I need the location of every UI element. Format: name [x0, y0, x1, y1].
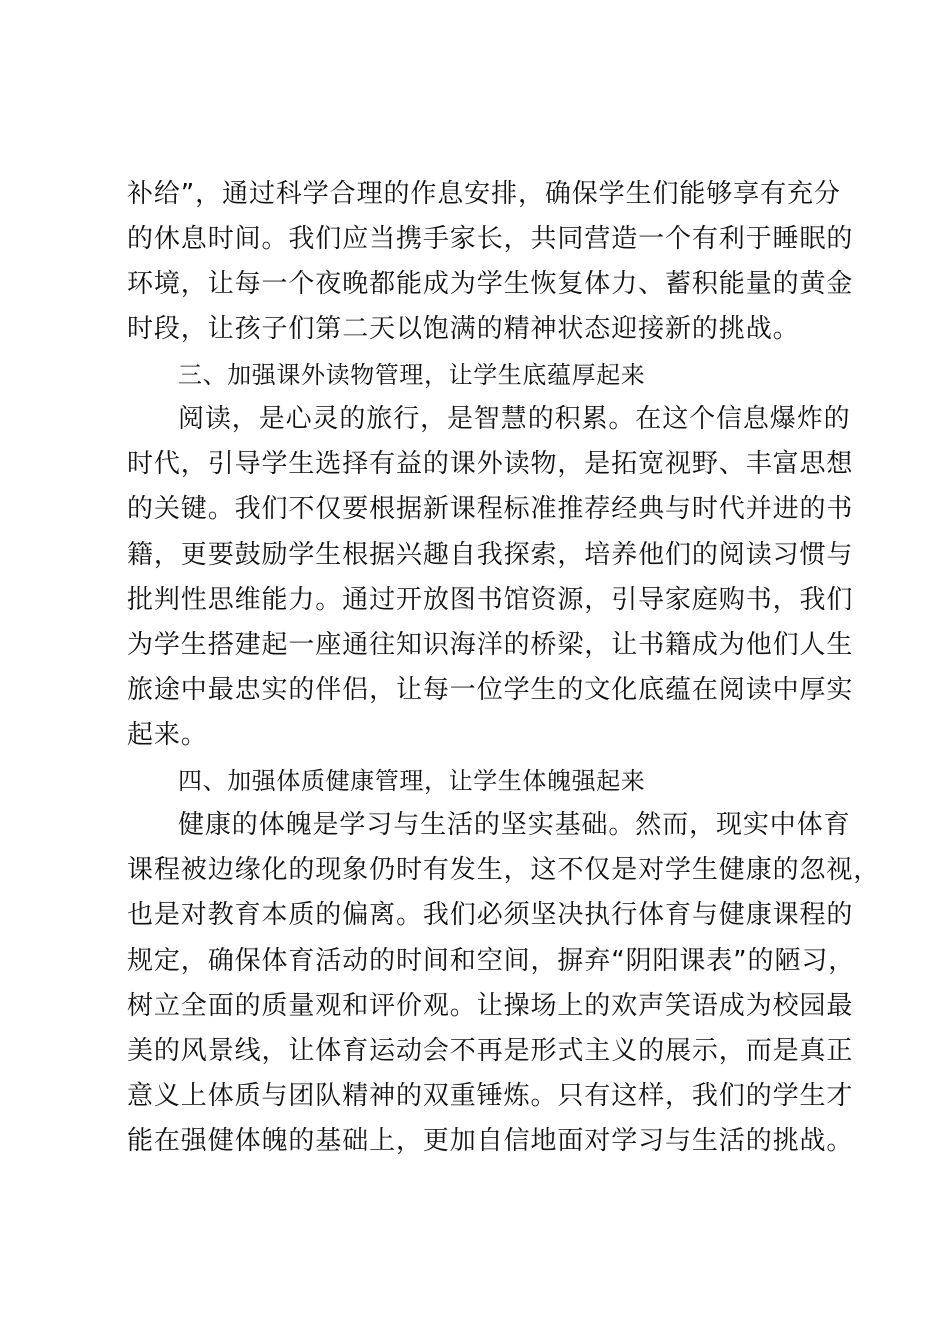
paragraph-line: 的关键。我们不仅要根据新课程标准推荐经典与时代并进的书	[127, 494, 854, 524]
paragraph-line: 起来。	[127, 720, 208, 750]
paragraph-line: 意义上体质与团队精神的双重锤炼。只有这样，我们的学生才	[127, 1081, 854, 1111]
paragraph-line: 为学生搭建起一座通往知识海洋的桥梁，让书籍成为他们人生	[127, 630, 854, 660]
paragraph-line: 旅途中最忠实的伴侣，让每一位学生的文化底蕴在阅读中厚实	[127, 675, 854, 705]
paragraph-line: 课程被边缘化的现象仍时有发生，这不仅是对学生健康的忽视，	[127, 855, 881, 885]
paragraph-line: 美的风景线，让体育运动会不再是形式主义的展示，而是真正	[127, 1036, 854, 1066]
paragraph-line: 也是对教育本质的偏离。我们必须坚决执行体育与健康课程的	[127, 900, 854, 930]
paragraph-line: 批判性思维能力。通过开放图书馆资源，引导家庭购书，我们	[127, 585, 854, 615]
paragraph-line: 籍，更要鼓励学生根据兴趣自我探索，培养他们的阅读习惯与	[127, 540, 854, 570]
paragraph-line: 规定，确保体育活动的时间和空间，摒弃“阴阳课表”的陋习，	[127, 946, 856, 976]
paragraph-line: 健康的体魄是学习与生活的坚实基础。然而，现实中体育	[178, 810, 851, 840]
paragraph-line: 时段，让孩子们第二天以饱满的精神状态迎接新的挑战。	[127, 314, 800, 344]
section-heading-4: 四、加强体质健康管理，让学生体魄强起来	[178, 767, 646, 795]
paragraph-line: 时代，引导学生选择有益的课外读物，是拓宽视野、丰富思想	[127, 449, 854, 479]
section-heading-3: 三、加强课外读物管理，让学生底蕴厚起来	[178, 361, 646, 389]
paragraph-line: 树立全面的质量观和评价观。让操场上的欢声笑语成为校园最	[127, 991, 854, 1021]
paragraph-line: 补给”，通过科学合理的作息安排，确保学生们能够享有充分	[127, 179, 841, 209]
paragraph-line: 的休息时间。我们应当携手家长，共同营造一个有利于睡眠的	[127, 224, 854, 254]
paragraph-line: 阅读，是心灵的旅行，是智慧的积累。在这个信息爆炸的	[178, 404, 851, 434]
paragraph-line: 环境，让每一个夜晚都能成为学生恢复体力、蓄积能量的黄金	[127, 269, 854, 299]
paragraph-line: 能在强健体魄的基础上，更加自信地面对学习与生活的挑战。	[127, 1126, 854, 1156]
